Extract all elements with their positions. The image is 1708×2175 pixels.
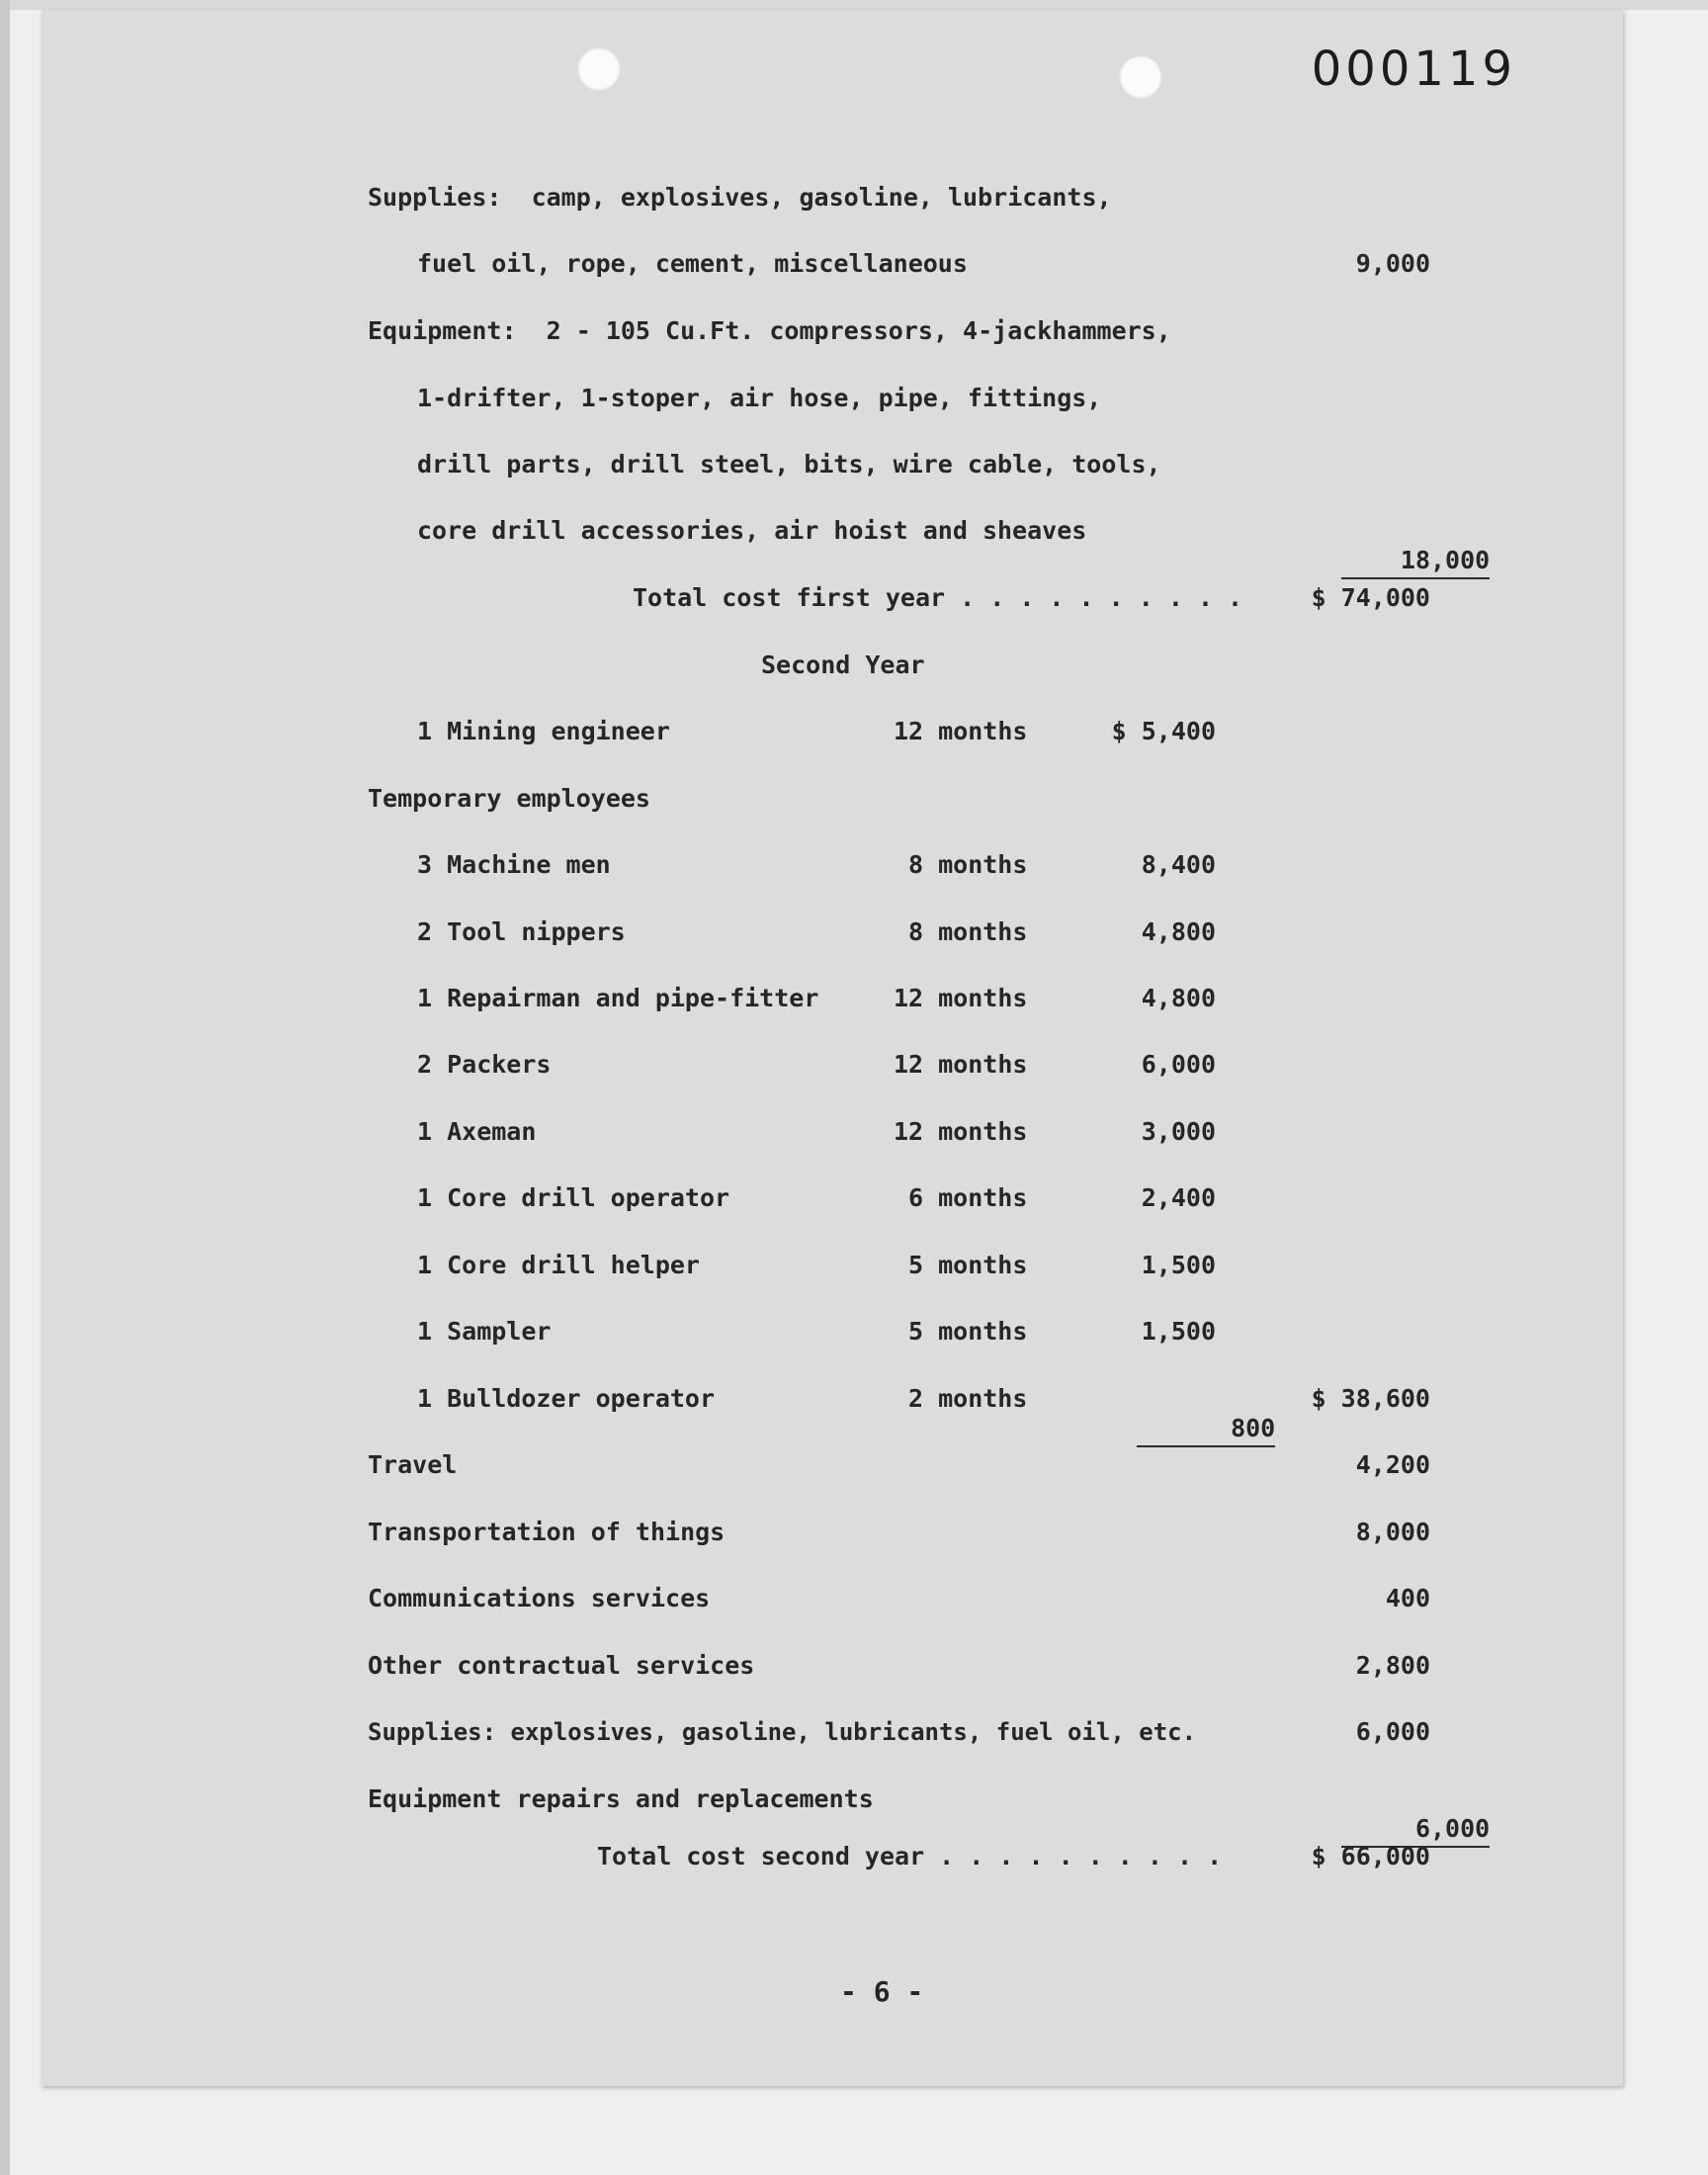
punch-hole-right (1119, 55, 1162, 99)
document-stamp-number: 000119 (1311, 42, 1516, 97)
employee-item: 1 Bulldozer operator (417, 1384, 716, 1413)
employee-period: 8 months (908, 850, 1028, 879)
equipment-line-1: Equipment: 2 - 105 Cu.Ft. compressors, 4-jackhammers, (368, 316, 1171, 345)
employee-amount: 4,800 (1141, 984, 1216, 1012)
employee-amount: 1,500 (1141, 1317, 1216, 1346)
equipment-line-4: core drill accessories, air hoist and sheaves (417, 516, 1087, 545)
employee-amount: 6,000 (1141, 1050, 1216, 1079)
employee-period: 6 months (908, 1183, 1028, 1212)
other-item-label: Other contractual services (368, 1651, 755, 1680)
employee-item: 1 Sampler (417, 1317, 552, 1346)
employee-amount: 4,800 (1141, 917, 1216, 946)
supplies-line-2: fuel oil, rope, cement, miscellaneous (417, 249, 968, 278)
other-item-label: Travel (368, 1450, 458, 1479)
employee-period: 5 months (908, 1251, 1028, 1279)
total-first-year-label: Total cost first year . . . . . . . . . . (633, 583, 1243, 612)
employee-item: 3 Machine men (417, 850, 611, 879)
scan-border-left (0, 0, 10, 2175)
employee-item: 1 Core drill helper (417, 1251, 700, 1279)
equipment-amount: 18,000 (1341, 546, 1490, 579)
other-item-amount: 400 (1385, 1584, 1430, 1612)
employee-item: 1 Repairman and pipe-fitter (417, 984, 819, 1012)
other-item-amount: 6,000 (1355, 1717, 1430, 1746)
other-item-amount: 2,800 (1355, 1651, 1430, 1680)
page-number: - 6 - (840, 1975, 924, 2008)
employee-amount: 1,500 (1141, 1251, 1216, 1279)
employee-item: 2 Tool nippers (417, 917, 626, 946)
equipment-line-2: 1-drifter, 1-stoper, air hose, pipe, fittings, (417, 384, 1102, 412)
employee-item: 1 Axeman (417, 1117, 537, 1146)
supplies-line-1: Supplies: camp, explosives, gasoline, lubricants, (368, 183, 1112, 212)
employee-amount-cell (1077, 1384, 1276, 1477)
other-item-label: Communications services (368, 1584, 711, 1612)
employee-period: 2 months (908, 1384, 1028, 1413)
other-item-amount: 4,200 (1355, 1450, 1430, 1479)
other-item-label: Equipment repairs and replacements (368, 1784, 874, 1813)
temporary-employees-label: Temporary employees (368, 784, 650, 813)
employee-amount: 3,000 (1141, 1117, 1216, 1146)
total-second-year-amount: $ 66,000 (1311, 1842, 1430, 1870)
employee-item: 1 Core drill operator (417, 1183, 730, 1212)
second-year-heading: Second Year (761, 651, 925, 679)
employee-period: 12 months (894, 984, 1028, 1012)
supplies-amount: 9,000 (1355, 249, 1430, 278)
mining-engineer-item: 1 Mining engineer (417, 717, 670, 745)
employee-amount: 8,400 (1141, 850, 1216, 879)
employee-amount: 2,400 (1141, 1183, 1216, 1212)
employee-period: 12 months (894, 1117, 1028, 1146)
other-item-label: Transportation of things (368, 1518, 726, 1546)
personnel-subtotal: $ 38,600 (1311, 1384, 1430, 1413)
employee-period: 12 months (894, 1050, 1028, 1079)
document-page (42, 10, 1623, 2086)
total-second-year-label: Total cost second year . . . . . . . . . . (597, 1842, 1223, 1870)
total-first-year-amount: $ 74,000 (1311, 583, 1430, 612)
employee-amount: 800 (1137, 1414, 1275, 1447)
punch-hole-left (577, 47, 621, 91)
employee-item: 2 Packers (417, 1050, 552, 1079)
scan-border-top (0, 0, 1708, 10)
other-item-amount: 8,000 (1355, 1518, 1430, 1546)
mining-engineer-amount: $ 5,400 (1111, 717, 1216, 745)
mining-engineer-period: 12 months (894, 717, 1028, 745)
other-item-label: Supplies: explosives, gasoline, lubricants, fuel oil, etc. (368, 1718, 1197, 1746)
employee-period: 5 months (908, 1317, 1028, 1346)
equipment-line-3: drill parts, drill steel, bits, wire cable, tools, (417, 450, 1161, 478)
other-item-amount: 6,000 (1341, 1814, 1490, 1848)
employee-period: 8 months (908, 917, 1028, 946)
